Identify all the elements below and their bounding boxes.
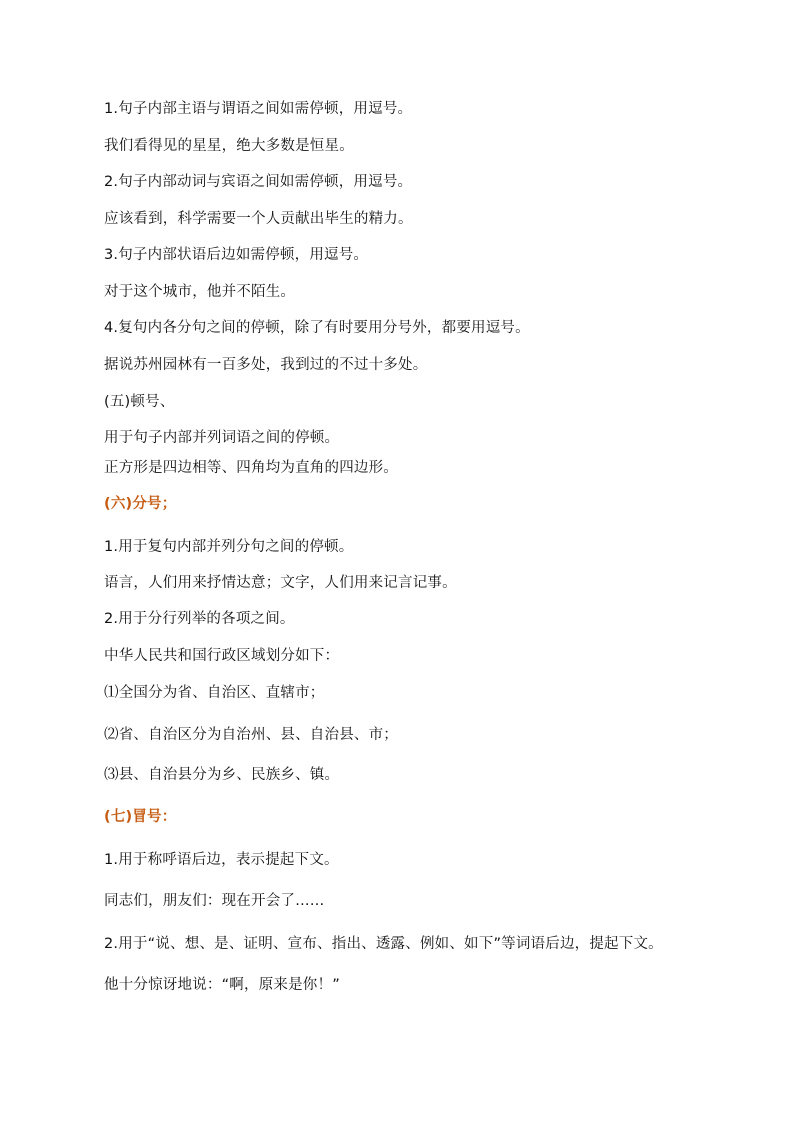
rule-comma-verb-object: 2.句子内部动词与宾语之间如需停顿，用逗号。: [104, 174, 413, 190]
list-item-2: ⑵省、自治区分为自治州、县、自治县、市；: [104, 727, 398, 743]
example-city: 对于这个城市，他并不陌生。: [104, 284, 296, 300]
example-suzhou-gardens: 据说苏州园林有一百多处，我到过的不过十多处。: [104, 357, 428, 373]
rule-colon-address: 1.用于称呼语后边，表示提起下文。: [104, 852, 339, 868]
rule-colon-verbs: 2.用于“说、想、是、证明、宣布、指出、透露、例如、如下”等词语后边，提起下文。: [104, 936, 663, 952]
section-heading-semicolon: (六)分号；: [104, 496, 177, 512]
example-language: 语言，人们用来抒情达意；文字，人们用来记言记事。: [104, 575, 457, 591]
section-heading-dunhao: (五)顿号、: [104, 394, 175, 410]
example-stars: 我们看得见的星星，绝大多数是恒星。: [104, 138, 354, 154]
list-item-3: ⑶县、自治县分为乡、民族乡、镇。: [104, 767, 340, 783]
rule-semicolon-list: 2.用于分行列举的各项之间。: [104, 611, 295, 627]
rule-comma-clauses: 4.复句内各分句之间的停顿，除了有时要用分号外，都要用逗号。: [104, 320, 530, 336]
rule-dunhao: 用于句子内部并列词语之间的停顿。: [104, 430, 340, 446]
example-science: 应该看到，科学需要一个人贡献出毕生的精力。: [104, 211, 413, 227]
rule-comma-subject-predicate: 1.句子内部主语与谓语之间如需停顿，用逗号。: [104, 101, 413, 117]
example-comrades: 同志们，朋友们：现在开会了……: [104, 893, 325, 909]
example-prc-divisions: 中华人民共和国行政区域划分如下：: [104, 648, 340, 664]
example-surprise: 他十分惊讶地说：“啊，原来是你！”: [104, 977, 340, 993]
list-item-1: ⑴全国分为省、自治区、直辖市；: [104, 685, 325, 701]
rule-comma-adverbial: 3.句子内部状语后边如需停顿，用逗号。: [104, 247, 369, 263]
section-heading-colon: (七)冒号：: [104, 809, 177, 825]
rule-semicolon-clauses: 1.用于复句内部并列分句之间的停顿。: [104, 539, 354, 555]
example-square: 正方形是四边相等、四角均为直角的四边形。: [104, 460, 398, 476]
